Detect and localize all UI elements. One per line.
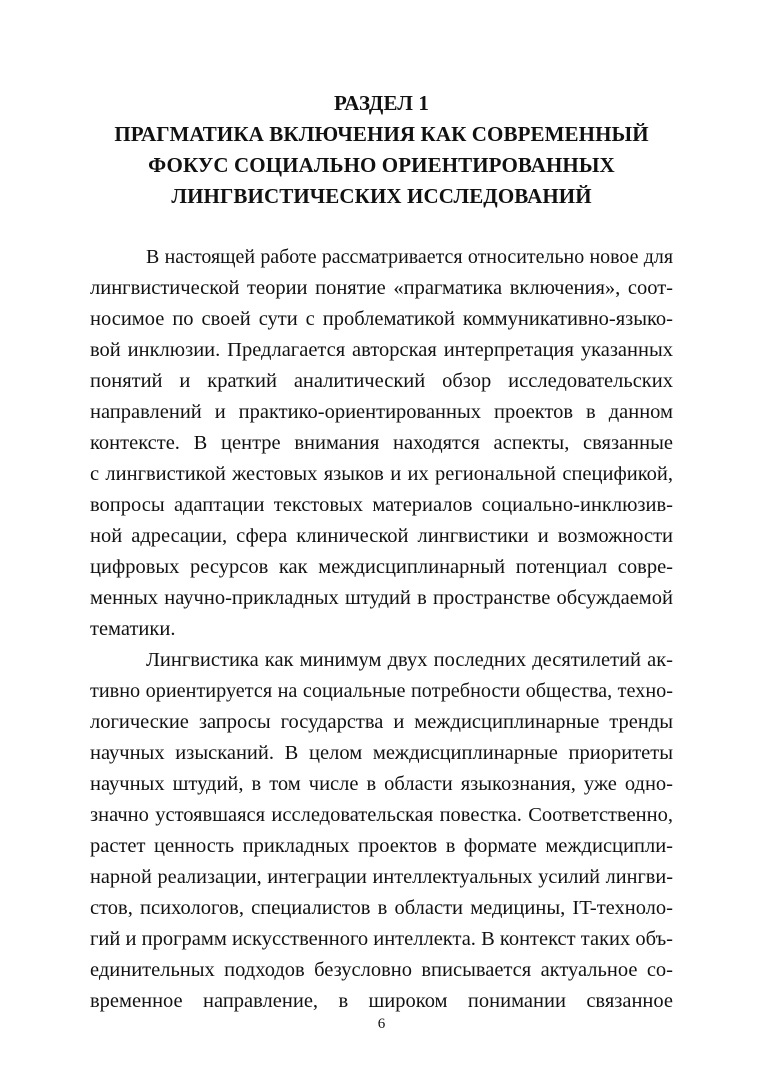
text-line: В настоящей работе рассматривается относительно новое для xyxy=(146,246,673,268)
text-line: лингвистической теории понятие «прагматика включения», соот- xyxy=(90,277,673,299)
text-line: носимое по своей сути с проблематикой коммуникативно-языко- xyxy=(90,308,673,330)
text-line: логические запросы государства и междисциплинарные тренды xyxy=(90,711,673,733)
text-line: растет ценность прикладных проектов в формате междисципли- xyxy=(90,835,673,857)
text-line: Лингвистика как минимум двух последних десятилетий ак- xyxy=(146,649,673,671)
body-text xyxy=(90,242,673,1017)
text-line: нарной реализации, интеграции интеллектуальных усилий лингви- xyxy=(90,866,673,888)
text-line: вопросы адаптации текстовых материалов социально-инклюзив- xyxy=(90,494,673,516)
text-line: гий и программ искусственного интеллекта. В контекст таких объ- xyxy=(90,928,673,950)
text-line: цифровых ресурсов как междисциплинарный потенциал совре- xyxy=(90,556,673,578)
text-line: временное направление, в широком понимании связанное xyxy=(90,990,673,1012)
page-number: 6 xyxy=(377,1016,386,1032)
text-line: ной адресации, сфера клинической лингвистики и возможности xyxy=(90,525,673,547)
section-title-line: ЛИНГВИСТИЧЕСКИХ ИССЛЕДОВАНИЙ xyxy=(171,184,592,208)
text-line: тивно ориентируется на социальные потребности общества, техно- xyxy=(90,680,673,702)
text-line: научных изысканий. В целом междисциплинарные приоритеты xyxy=(90,742,673,764)
text-line: менных научно-прикладных штудий в пространстве обсуждаемой xyxy=(90,587,673,609)
paragraph-2 xyxy=(90,645,673,1017)
text-line: понятий и краткий аналитический обзор исследовательских xyxy=(90,370,673,392)
section-title-line: ПРАГМАТИКА ВКЛЮЧЕНИЯ КАК СОВРЕМЕННЫЙ xyxy=(114,122,649,146)
section-title-line: ФОКУС СОЦИАЛЬНО ОРИЕНТИРОВАННЫХ xyxy=(148,153,615,177)
section-number: РАЗДЕЛ 1 xyxy=(334,91,429,115)
text-line: контексте. В центре внимания находятся аспекты, связанные xyxy=(90,432,673,454)
text-line: единительных подходов безусловно вписывается актуальное со- xyxy=(90,959,673,981)
text-line: значно устоявшаяся исследовательская повестка. Соответственно, xyxy=(90,804,673,826)
paragraph-1 xyxy=(90,242,673,645)
text-line: стов, психологов, специалистов в области медицины, IT-техноло- xyxy=(90,897,673,919)
text-line: вой инклюзии. Предлагается авторская интерпретация указанных xyxy=(90,339,673,361)
text-line: направлений и практико-ориентированных проектов в данном xyxy=(90,401,673,423)
text-line: тематики. xyxy=(90,618,176,640)
text-line: с лингвистикой жестовых языков и их региональной спецификой, xyxy=(90,463,673,485)
text-line: научных штудий, в том числе в области языкознания, уже одно- xyxy=(90,773,673,795)
section-heading xyxy=(90,88,673,212)
